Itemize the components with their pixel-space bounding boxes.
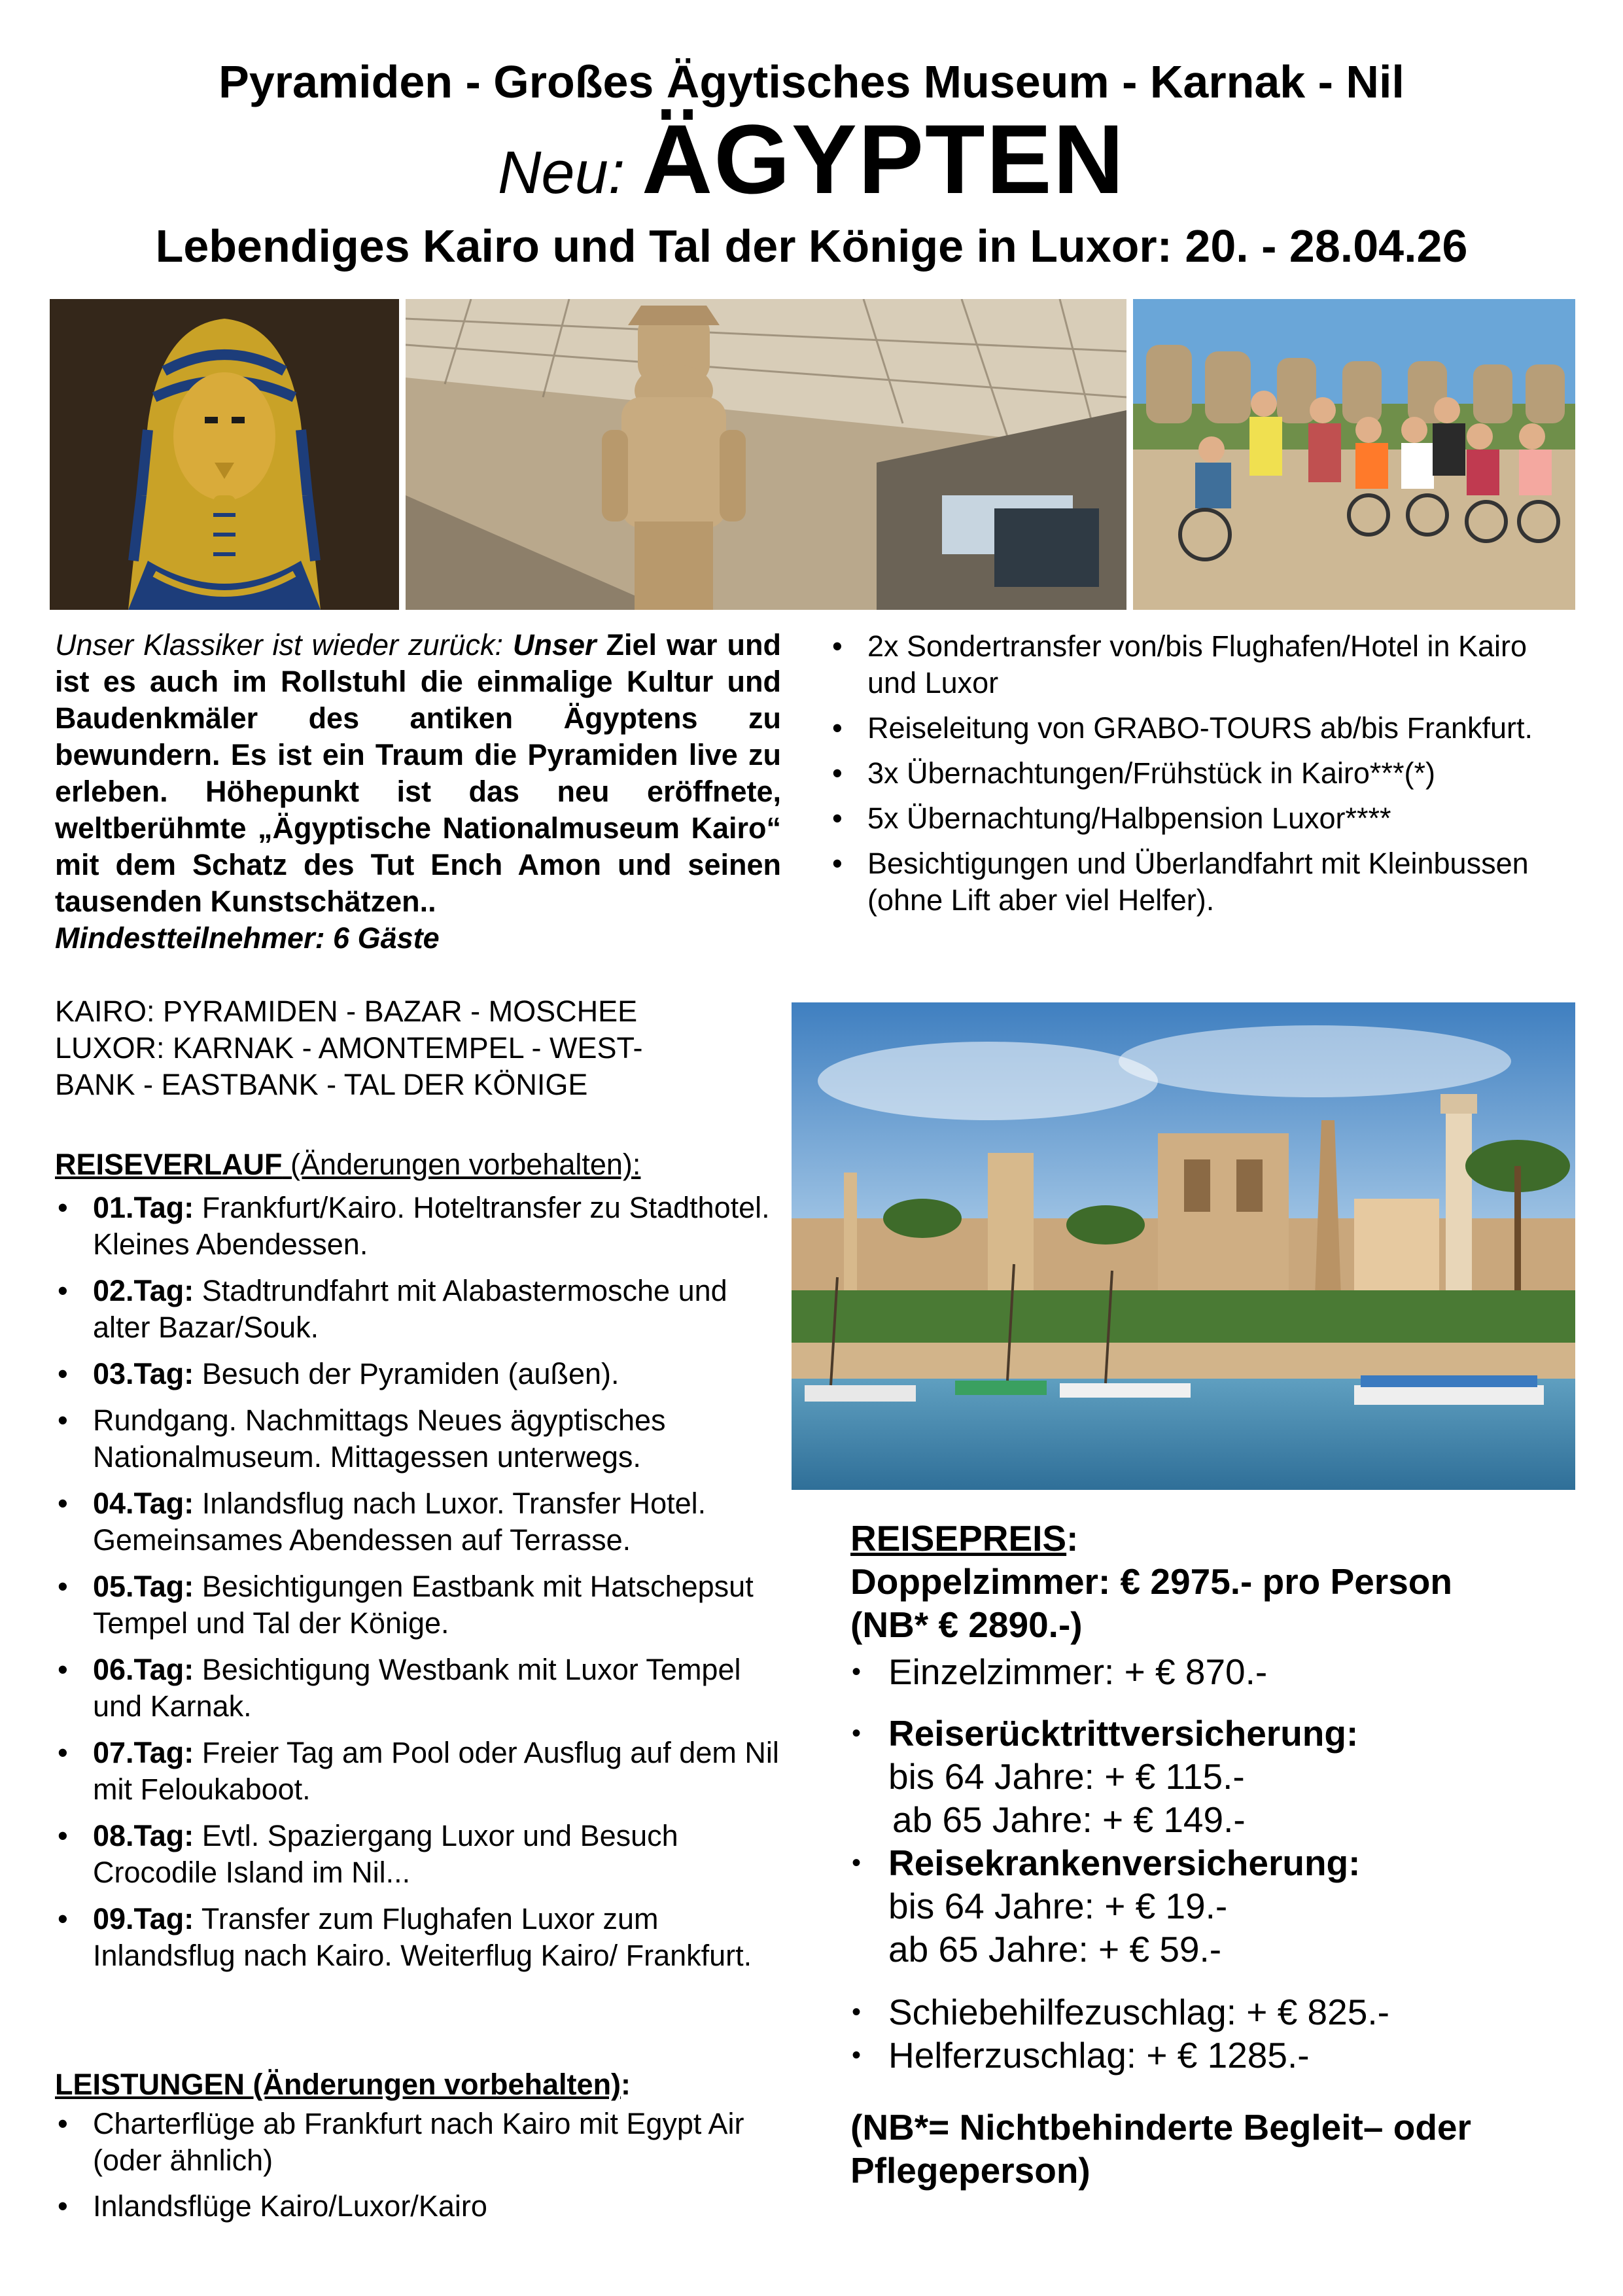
title-neu: Neu: — [497, 139, 642, 206]
helper-surcharge: • Helferzuschlag: + € 1285.- — [850, 2034, 1570, 2077]
nb-footnote: (NB*= Nichtbehinderte Begleit– oder Pflegeperson) — [850, 2107, 1471, 2191]
service-item: • 5x Übernachtung/Halbpension Luxor**** — [829, 800, 1556, 837]
day-text: Stadtrundfahrt mit Alabastermosche und alter Bazar/Souk. — [93, 1274, 727, 1344]
itinerary-day — [55, 1402, 788, 1475]
day-text: Inlandsflug nach Luxor. Transfer Hotel. Gemeinsames Abendessen auf Terrasse. — [93, 1487, 707, 1557]
itinerary-day — [55, 1651, 788, 1725]
nb-price: (NB* € 2890.-) — [850, 1604, 1083, 1645]
day-text: Transfer zum Flughafen Luxor zum Inlandsflug nach Kairo. Weiterflug Kairo/ Frankfurt. — [93, 1902, 752, 1972]
itinerary-day — [55, 1568, 788, 1642]
health-insurance-under64: bis 64 Jahre: + € 19.- — [888, 1886, 1228, 1926]
photo-luxor-nile — [792, 1002, 1575, 1490]
itinerary-day — [55, 1356, 788, 1392]
push-help-surcharge: • Schiebehilfezuschlag: + € 825.- — [850, 1990, 1570, 2034]
service-item: • Reiseleitung von GRABO-TOURS ab/bis Frankfurt. — [829, 710, 1556, 747]
day-text: Besichtigungen Eastbank mit Hatschepsut Tempel und Tal der Könige. — [93, 1570, 754, 1640]
route-line-luxor: LUXOR: KARNAK - AMONTEMPEL - WEST- — [55, 1031, 643, 1065]
day-label: 03.Tag: — [93, 1357, 194, 1390]
intro-italic-lead: Unser Klassiker ist wieder zurück: — [55, 628, 514, 662]
intro-paragraph — [55, 627, 781, 957]
pricing-heading-suffix: : — [1066, 1518, 1079, 1559]
services-list-right — [829, 628, 1556, 927]
day-text: Frankfurt/Kairo. Hoteltransfer zu Stadthotel. Kleines Abendessen. — [93, 1191, 770, 1261]
itinerary-day — [55, 1485, 788, 1559]
title-aegypten: ÄGYPTEN — [641, 104, 1125, 214]
service-item: • 2x Sondertransfer von/bis Flughafen/Hotel in Kairo und Luxor — [829, 628, 1556, 701]
day-text: Evtl. Spaziergang Luxor und Besuch Crocodile Island im Nil... — [93, 1819, 678, 1889]
health-insurance-over65: ab 65 Jahre: + € 59.- — [888, 1929, 1222, 1969]
pricing-heading-label: REISEPREIS — [850, 1518, 1067, 1559]
intro-bold-italic-word: Unser — [513, 628, 597, 662]
pricing-heading — [850, 1517, 1570, 1560]
double-room-price: Doppelzimmer: € 2975.- pro Person — [850, 1561, 1452, 1602]
headline-route: Pyramiden - Großes Ägytisches Museum - Karnak - Nil — [218, 56, 1405, 107]
day-text: Freier Tag am Pool oder Ausflug auf dem Nil mit Feloukaboot. — [93, 1736, 779, 1806]
itinerary-list — [55, 1190, 788, 1984]
day-text: Besichtigung Westbank mit Luxor Tempel und Karnak. — [93, 1653, 741, 1723]
service-item: • Besichtigungen und Überlandfahrt mit Kleinbussen (ohne Lift aber viel Helfer). — [829, 845, 1556, 919]
min-participants: Mindestteilnehmer: 6 Gäste — [55, 921, 440, 955]
pricing-section — [850, 1517, 1570, 2192]
cancel-insurance-under64: bis 64 Jahre: + € 115.- — [888, 1756, 1245, 1797]
day-label: 01.Tag: — [93, 1191, 194, 1224]
service-item: • 3x Übernachtungen/Frühstück in Kairo***(*) — [829, 755, 1556, 792]
health-insurance — [850, 1841, 1570, 1971]
day-text: Rundgang. Nachmittags Neues ägyptisches Nationalmuseum. Mittagessen unterwegs. — [93, 1404, 666, 1474]
services-heading-suffix: : — [621, 2068, 631, 2101]
photo-group-sphinx-avenue — [1133, 299, 1575, 610]
day-label: 05.Tag: — [93, 1570, 194, 1603]
health-insurance-label: • Reisekrankenversicherung: — [888, 1843, 1361, 1883]
itinerary-heading-note: (Änderungen vorbehalten): — [282, 1148, 641, 1181]
service-item: • Charterflüge ab Frankfurt nach Kairo mit Egypt Air (oder ähnlich) — [55, 2106, 788, 2179]
cancel-insurance-over65: ab 65 Jahre: + € 149.- — [892, 1799, 1246, 1840]
page-title — [0, 104, 1623, 233]
photo-tutankhamun-mask — [50, 299, 399, 610]
day-label: 09.Tag: — [93, 1902, 194, 1935]
day-text: Besuch der Pyramiden (außen). — [194, 1357, 620, 1390]
services-list-left — [55, 2106, 788, 2234]
route-overview — [55, 993, 781, 1103]
itinerary-day — [55, 1273, 788, 1346]
itinerary-day — [55, 1190, 788, 1263]
itinerary-day — [55, 1818, 788, 1891]
itinerary-day — [55, 1901, 788, 1974]
intro-bold-text: Ziel war und ist es auch im Rollstuhl die einmalige Kultur und Baudenkmäler des antiken Ägyptens zu bewundern. Es ist ein Traum die Pyramiden live zu erleben. Höhepunkt ist das neu eröffnete, weltberühmte „Ägyptische Nationalmuseum Kairo“ mit dem Schatz des Tut Ench Amon und seinen tausenden Kunstschätzen.. — [55, 628, 781, 918]
itinerary-heading — [55, 1146, 781, 1183]
cancel-insurance-label: • Reiserücktrittversicherung: — [888, 1713, 1359, 1754]
route-line-bank: BANK - EASTBANK - TAL DER KÖNIGE — [55, 1068, 588, 1101]
headline-dates: Lebendiges Kairo und Tal der Könige in Luxor: 20. - 28.04.26 — [155, 221, 1468, 272]
pricing-list-3 — [850, 1990, 1570, 2077]
route-line-kairo: KAIRO: PYRAMIDEN - BAZAR - MOSCHEE — [55, 995, 638, 1028]
day-label: 02.Tag: — [93, 1274, 194, 1307]
single-room-price: • Einzelzimmer: + € 870.- — [850, 1650, 1570, 1693]
photo-grand-egyptian-museum — [406, 299, 1126, 610]
pricing-list-1 — [850, 1650, 1570, 1693]
itinerary-day — [55, 1735, 788, 1808]
services-heading — [55, 2066, 781, 2103]
service-item: • Inlandsflüge Kairo/Luxor/Kairo — [55, 2188, 788, 2225]
day-label: 07.Tag: — [93, 1736, 194, 1769]
day-label: 04.Tag: — [93, 1487, 194, 1520]
itinerary-heading-label: REISEVERLAUF — [55, 1148, 283, 1181]
cancel-insurance — [850, 1712, 1570, 1841]
day-label: 06.Tag: — [93, 1653, 194, 1686]
services-heading-label: LEISTUNGEN (Änderungen vorbehalten) — [55, 2068, 621, 2101]
day-label: 08.Tag: — [93, 1819, 194, 1852]
pricing-list-2 — [850, 1712, 1570, 1971]
